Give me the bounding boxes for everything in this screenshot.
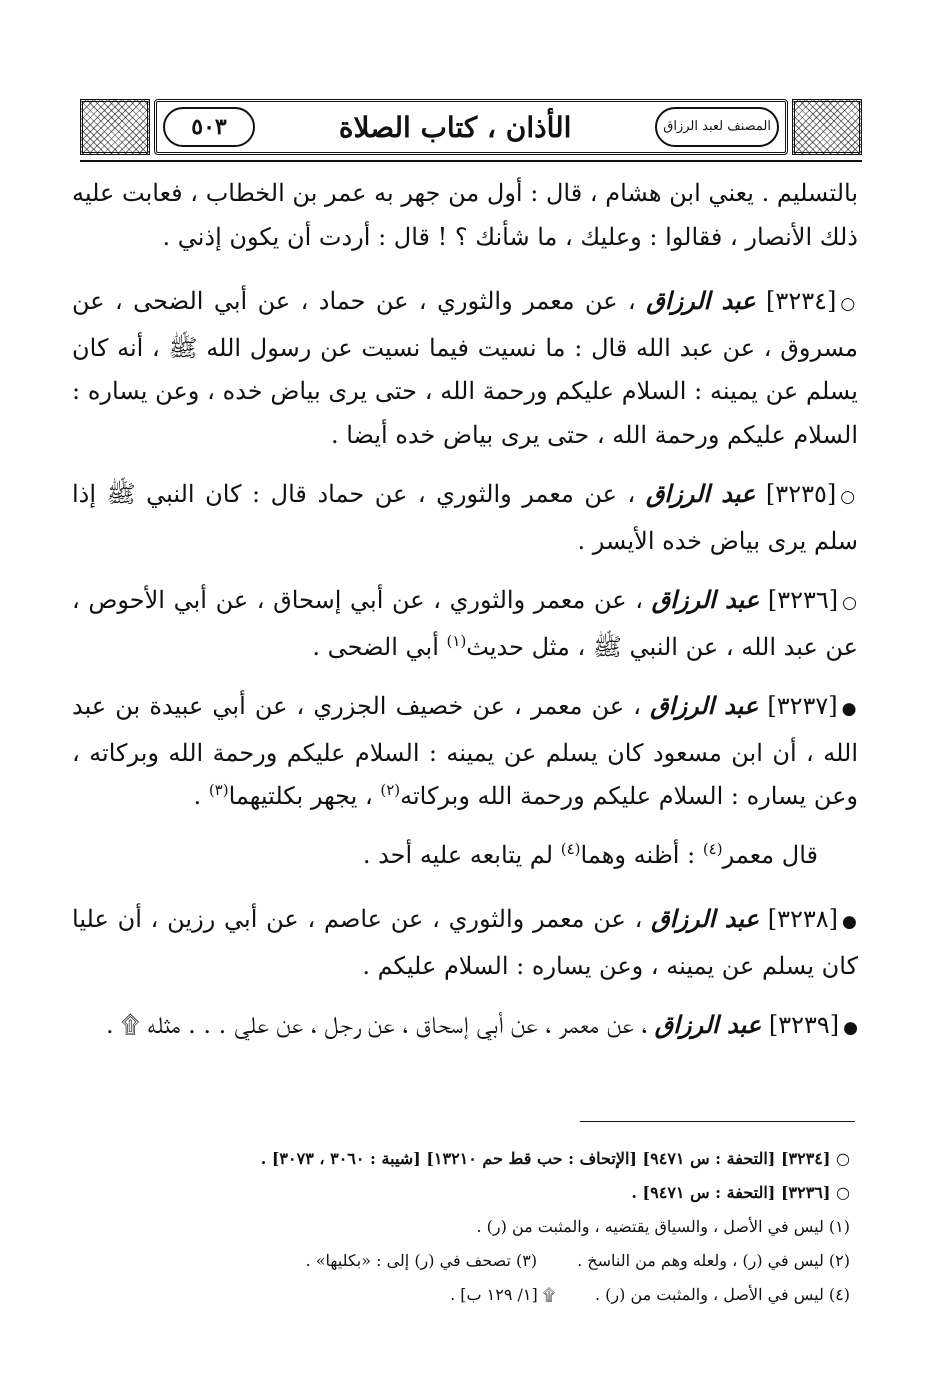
footnote-ref: (٤) [560,839,581,858]
hadith-text: ، عن معمر والثوري ، عن أبي إسحاق ، عن أبي الأحوص ، عن عبد الله ، عن النبي ﷺ ، مثل حديث [72,586,858,661]
filled-circle-icon: ● [841,699,858,719]
hadith-text: ، عن معمر ، عن خصيف الجزري ، عن أبي عبيدة بن عبد الله ، أن ابن مسعود كان يسلم عن يمينه : السلام عليكم ورحمة الله وبركاته ، وعن يساره : السلام عليكم ورحمة الله وبركاته [72,692,858,810]
footnote-row [160,1244,850,1278]
hollow-circle-icon: ○ [842,593,858,613]
hadith-3238 [72,897,858,988]
footnote-ref: (٤) [702,839,723,858]
geometric-ornament-icon [792,99,862,155]
footnotes [160,1142,850,1312]
narrator-name: عبد الرزاق [645,479,756,508]
geometric-ornament-icon [80,99,150,155]
source-reference: ○ [٣٢٣٤] [التحفة : س ٩٤٧١] [الإتحاف : حب قط حم ١٣٢١٠] [شيبة : ٣٠٦٠ ، ٣٠٧٣] . [260,1149,850,1168]
hadith-3236 [72,578,858,669]
hadith-text: ، عن معمر والثوري ، عن حماد ، عن أبي الضحى ، عن مسروق ، عن عبد الله قال : ما نسيت فيما نسيت عن رسول الله ﷺ ، أنه كان يسلم عن يمينه : السلام عليكم ورحمة الله ، حتى يرى بياض خده ، وعن يساره : السلام عليكم ورحمة الله ، حتى يرى بياض خده أيضا . [72,287,858,449]
filled-circle-icon: ● [842,912,858,932]
footnote-ref: (٣) [208,781,229,799]
hadith-number: [٣٢٣٩] [768,1011,840,1039]
hadith-number: [٣٢٣٧] [767,692,838,720]
hadith-number: [٣٢٣٤] [766,287,837,315]
hadith-number: [٣٢٣٦] [767,586,839,614]
hadith-text: أبي الضحى . [312,632,439,661]
narrator-name: عبد الرزاق [646,286,756,315]
page-number: ٥٠٣ [163,107,255,147]
footnote-row [160,1278,850,1312]
book-emblem: المصنف لعبد الرزاق [655,107,779,147]
footnote-2: (٢) ليس في (ر) ، ولعله وهم من الناسخ . [577,1251,850,1270]
footnote-3: (٣) تصحف في (ر) إلى : «بكليها» . [305,1251,538,1270]
paragraph-continuation [72,172,858,259]
hadith-3239 [72,1003,858,1051]
narrator-name: عبد الرزاق [654,1010,762,1039]
commentary-line [72,834,858,878]
commentary-text: قال معمر [722,840,818,869]
hadith-number: [٣٢٣٨] [767,905,838,933]
narrator-name: عبد الرزاق [650,691,759,720]
footnote-separator [580,1121,855,1122]
hadith-text: ، عن معمر والثوري ، عن عاصم ، عن أبي رزين ، أن عليا كان يسلم عن يمينه ، وعن يساره : السلام عليكم . [72,905,858,980]
narrator-name: عبد الرزاق [651,585,760,614]
narrator-name: عبد الرزاق [651,904,759,933]
footnote-ref: (١) [446,631,467,650]
header-title: الأذان ، كتاب الصلاة [338,110,572,144]
header-plaque [154,99,788,155]
paragraph-text: بالتسليم . يعني ابن هشام ، قال : أول من جهر به عمر بن الخطاب ، فعابت عليه ذلك الأنصار ، فقالوا : وعليك ، ما شأنك ؟ ! قال : أردت أن يكون إذني . [72,179,858,251]
hadith-number: [٣٢٣٥] [765,480,837,508]
hadith-3235 [72,472,858,563]
hadith-text: ، يجهر بكلتيهما [228,782,373,810]
hadith-3237 [72,684,858,819]
header-rule [80,160,862,162]
commentary-text: : أظنه وهما [580,840,696,869]
hadith-text: ، عن معمر ، عن أبي إسحاق ، عن رجل ، عن علي . . . مثله ۩ . [105,1011,647,1039]
footnote-1: (١) ليس في الأصل ، والسياق يقتضيه ، والمثبت من (ر) . [476,1217,850,1236]
footnote-ref: (٢) [380,781,401,799]
footnote-4: (٤) ليس في الأصل ، والمثبت من (ر) . [594,1285,850,1304]
commentary-text: لم يتابعه عليه أحد . [362,840,554,869]
running-header [80,96,862,158]
hollow-circle-icon: ○ [840,487,858,507]
hollow-circle-icon: ○ [840,294,858,314]
hadith-text: ، عن معمر والثوري ، عن حماد قال : كان النبي ﷺ إذا سلم يرى بياض خده الأيسر . [72,480,858,555]
hadith-3234 [72,279,858,457]
main-text [72,172,858,1066]
hadith-text: . [193,782,202,810]
source-reference: ○ [٣٢٣٦] [التحفة : س ٩٤٧١] . [631,1183,850,1202]
filled-circle-icon: ● [843,1018,858,1038]
manuscript-folio-ref: ۩ [١/ ١٢٩ ب] . [450,1285,555,1304]
